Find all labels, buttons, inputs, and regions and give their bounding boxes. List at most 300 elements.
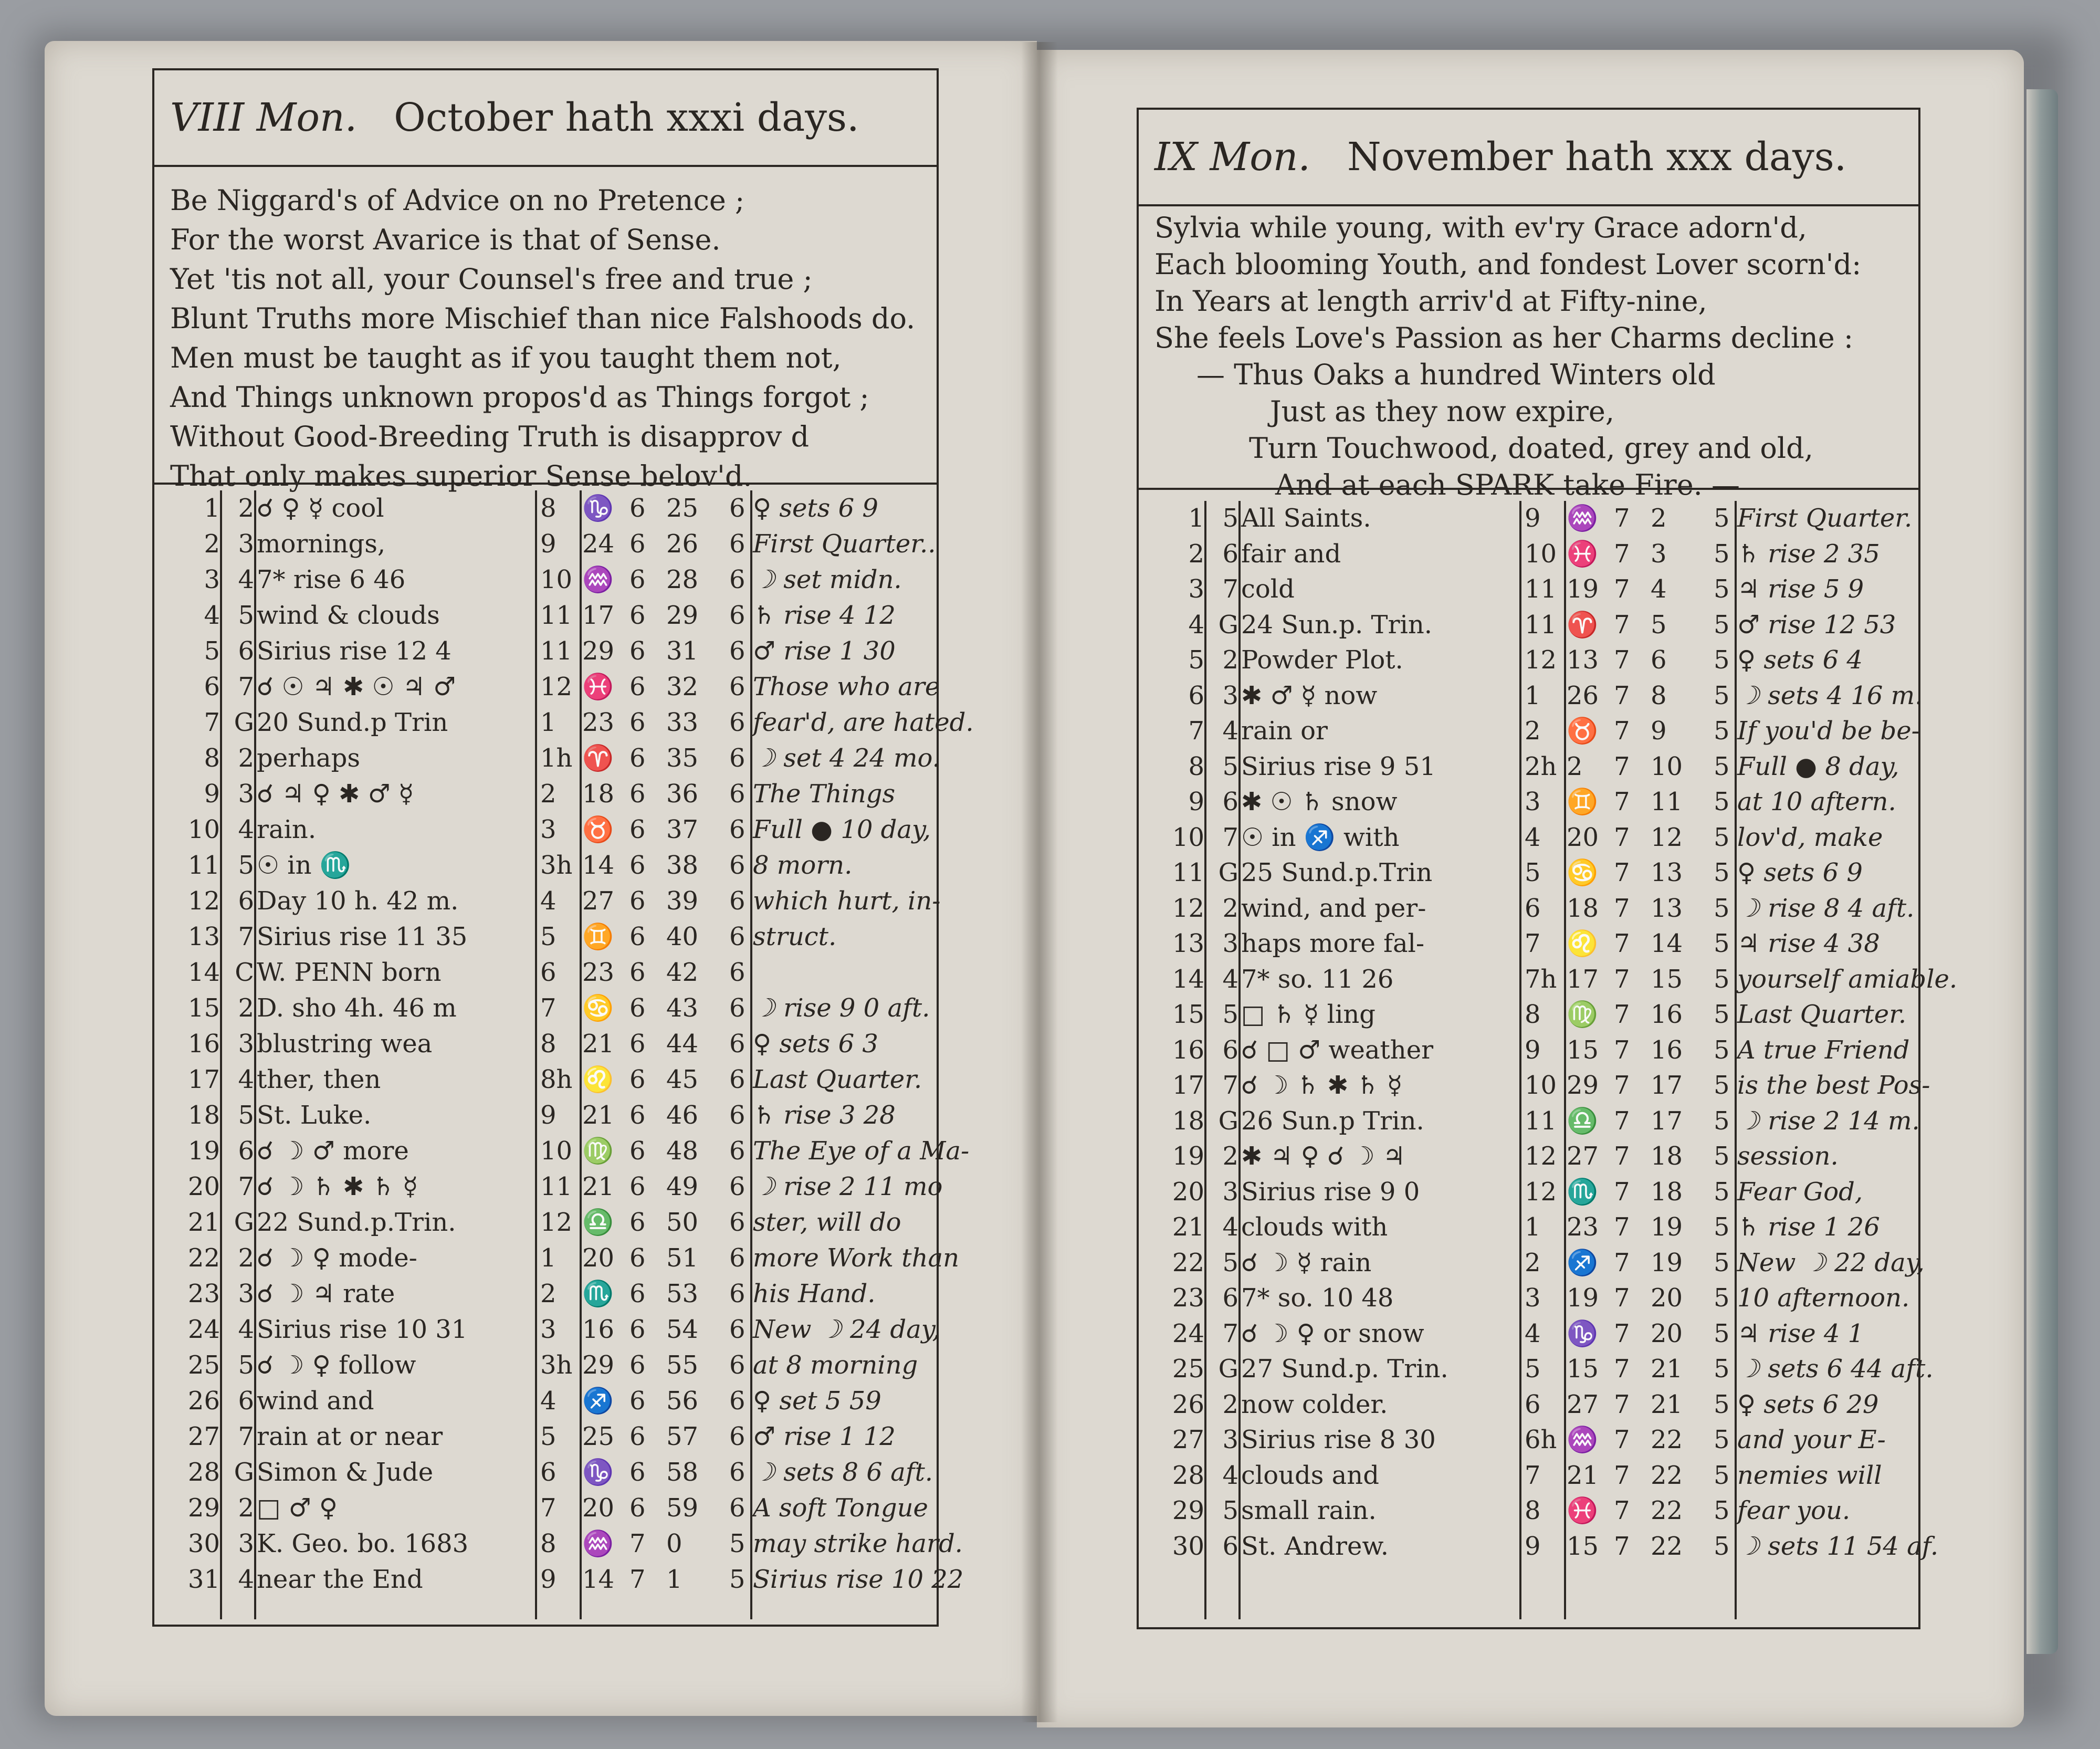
sunrise-minute: 38 xyxy=(666,851,699,880)
notes: ♂ rise 1 12 xyxy=(753,1422,896,1451)
notes: struct. xyxy=(753,922,837,951)
sunrise-hour: 7 xyxy=(1614,1460,1630,1490)
day-of-month: 12 xyxy=(187,886,220,916)
table-row xyxy=(154,1562,964,1597)
sunset-hour: 5 xyxy=(1714,964,1730,994)
notes: First Quarter.. xyxy=(753,529,936,559)
day-of-month: 9 xyxy=(1188,787,1204,816)
day-of-week: 6 xyxy=(1222,1283,1238,1313)
day-of-month: 19 xyxy=(1172,1141,1204,1171)
sunrise-hour: 6 xyxy=(629,1172,646,1201)
day-of-week: 4 xyxy=(1222,1212,1238,1242)
moon-hour: 6 xyxy=(540,958,556,987)
sunrise-minute: 11 xyxy=(1651,787,1683,816)
sunrise-minute: 31 xyxy=(666,636,699,666)
day-of-month: 6 xyxy=(1188,680,1204,710)
sunset-hour: 6 xyxy=(729,1350,746,1380)
sunrise-minute: 16 xyxy=(1651,1000,1683,1029)
moon-sign: ♓ xyxy=(1567,539,1598,569)
day-of-month: 16 xyxy=(1172,1035,1204,1065)
moon-hour: 11 xyxy=(1525,1106,1557,1136)
sunset-hour: 6 xyxy=(729,886,746,916)
sunset-hour: 5 xyxy=(1714,504,1730,533)
notes: ♄ rise 3 28 xyxy=(753,1101,896,1130)
day-of-month: 13 xyxy=(187,922,220,951)
notes: at 8 morning xyxy=(753,1350,918,1380)
aspects-weather: clouds with xyxy=(1241,1212,1388,1242)
sunrise-minute: 20 xyxy=(1651,1318,1683,1348)
sunrise-hour: 6 xyxy=(629,958,646,987)
day-of-week: 2 xyxy=(1222,1389,1238,1419)
sunrise-minute: 19 xyxy=(1651,1248,1683,1277)
day-of-week: 7 xyxy=(1222,822,1238,852)
moon-sign: 20 xyxy=(582,1493,615,1523)
aspects-weather: Sirius rise 8 30 xyxy=(1241,1425,1436,1454)
sunset-hour: 5 xyxy=(1714,716,1730,746)
column-rule xyxy=(1564,501,1566,1619)
day-of-month: 29 xyxy=(187,1493,220,1523)
day-of-week: 6 xyxy=(238,886,254,916)
moon-hour: 3 xyxy=(1525,1283,1541,1313)
moon-hour: 8 xyxy=(1525,1496,1541,1525)
verse-line: Blunt Truths more Mischief than nice Falshoods do. xyxy=(170,302,916,335)
sunset-hour: 6 xyxy=(729,1101,746,1130)
table-row xyxy=(154,1169,943,1205)
day-of-week: 6 xyxy=(238,636,254,666)
sunset-hour: 5 xyxy=(1714,929,1730,958)
moon-sign: 27 xyxy=(1567,1141,1599,1171)
table-row xyxy=(154,1312,940,1347)
sunrise-hour: 6 xyxy=(629,1279,646,1308)
moon-sign: 17 xyxy=(1567,964,1599,994)
moon-hour: 6 xyxy=(1525,1389,1541,1419)
day-of-week: 3 xyxy=(1222,1177,1238,1207)
table-row xyxy=(154,1097,937,1133)
notes: and your E- xyxy=(1737,1425,1886,1454)
aspects-weather: ☌ ☽ ♂ more xyxy=(257,1136,409,1166)
table-row xyxy=(154,1454,937,1490)
moon-sign: 14 xyxy=(582,851,615,880)
moon-sign: 21 xyxy=(582,1029,615,1059)
sunrise-minute: 43 xyxy=(666,993,699,1023)
sunset-hour: 5 xyxy=(1714,1000,1730,1029)
moon-sign: ♎ xyxy=(582,1208,614,1237)
notes: ♂ rise 12 53 xyxy=(1737,610,1896,640)
aspects-weather: ☌ ♃ ♀ ✱ ♂ ☿ xyxy=(257,779,414,809)
aspects-weather: □ ♄ ☿ ling xyxy=(1241,1000,1376,1029)
moon-hour: 2 xyxy=(1525,1248,1541,1277)
sunrise-minute: 28 xyxy=(666,565,699,594)
moon-hour: 6 xyxy=(1525,893,1541,923)
notes: ☽ rise 2 11 mo xyxy=(753,1172,943,1201)
aspects-weather: cold xyxy=(1241,574,1295,604)
moon-sign: 29 xyxy=(582,1350,615,1380)
notes: ♃ rise 4 1 xyxy=(1737,1318,1864,1348)
sunrise-hour: 7 xyxy=(1614,1106,1630,1136)
day-of-month: 21 xyxy=(187,1208,220,1237)
day-of-month: 2 xyxy=(204,529,220,559)
aspects-weather: Sirius rise 12 4 xyxy=(257,636,452,666)
verse-line: Be Niggard's of Advice on no Pretence ; xyxy=(170,184,745,217)
sunset-hour: 5 xyxy=(1714,1496,1730,1525)
verse-line: Yet 'tis not all, your Counsel's free and true ; xyxy=(170,263,813,296)
sunrise-hour: 7 xyxy=(1614,1248,1630,1277)
table-row xyxy=(154,598,937,633)
column-rule xyxy=(580,490,582,1619)
sunrise-hour: 6 xyxy=(629,672,646,701)
table-row xyxy=(154,776,937,812)
day-of-week: 4 xyxy=(1222,716,1238,746)
table-row xyxy=(1139,714,1918,749)
aspects-weather: 7* so. 10 48 xyxy=(1241,1283,1394,1313)
day-of-week: G xyxy=(234,1458,254,1487)
day-of-month: 25 xyxy=(1172,1354,1204,1384)
table-row xyxy=(1139,1529,1939,1565)
day-of-week: 7 xyxy=(1222,1071,1238,1100)
sunset-hour: 6 xyxy=(729,708,746,737)
notes: ♀ sets 6 29 xyxy=(1737,1389,1879,1419)
moon-hour: 8 xyxy=(1525,1000,1541,1029)
sunset-hour: 5 xyxy=(1714,645,1730,675)
sunrise-hour: 7 xyxy=(1614,1035,1630,1065)
sunset-hour: 5 xyxy=(1714,1318,1730,1348)
moon-sign: 19 xyxy=(1567,574,1599,604)
sunrise-hour: 6 xyxy=(629,494,646,523)
sunrise-hour: 7 xyxy=(1614,716,1630,746)
october-calendar xyxy=(152,68,974,1627)
verse-line: Turn Touchwood, doated, grey and old, xyxy=(1249,432,1813,465)
sunset-hour: 5 xyxy=(1714,1531,1730,1561)
sunrise-hour: 7 xyxy=(629,1565,646,1594)
verse-line: And Things unknown propos'd as Things forgot ; xyxy=(170,381,869,414)
aspects-weather: Sirius rise 9 51 xyxy=(1241,751,1436,781)
sunrise-hour: 6 xyxy=(629,1350,646,1380)
sunset-hour: 6 xyxy=(729,1243,746,1273)
sunrise-hour: 7 xyxy=(1614,929,1630,958)
month-number: VIII Mon. xyxy=(170,95,358,140)
moon-sign: ♋ xyxy=(1567,858,1598,887)
sunrise-minute: 22 xyxy=(1651,1460,1683,1490)
sunset-hour: 5 xyxy=(1714,1283,1730,1313)
table-row xyxy=(1139,926,1918,962)
sunset-hour: 6 xyxy=(729,1493,746,1523)
sunrise-hour: 6 xyxy=(629,1422,646,1451)
moon-hour: 8 xyxy=(540,494,556,523)
aspects-weather: haps more fal- xyxy=(1241,929,1425,958)
aspects-weather: 7* so. 11 26 xyxy=(1241,964,1394,994)
notes: may strike hard. xyxy=(753,1529,963,1558)
sunrise-hour: 7 xyxy=(629,1529,646,1558)
sunrise-minute: 17 xyxy=(1651,1071,1683,1100)
sunrise-minute: 2 xyxy=(1651,504,1667,533)
day-of-week: 3 xyxy=(238,779,254,809)
aspects-weather: 24 Sun.p. Trin. xyxy=(1241,610,1433,640)
aspects-weather: small rain. xyxy=(1241,1496,1377,1525)
day-of-week: 2 xyxy=(238,1243,254,1273)
moon-sign: ♋ xyxy=(582,993,614,1023)
notes: session. xyxy=(1737,1141,1839,1171)
aspects-weather: D. sho 4h. 46 m xyxy=(257,993,457,1023)
notes: more Work than xyxy=(753,1243,960,1273)
table-row xyxy=(1139,1493,1918,1529)
moon-hour: 3 xyxy=(540,815,556,844)
moon-hour: 9 xyxy=(540,1101,556,1130)
moon-hour: 3h xyxy=(540,851,573,880)
aspects-weather: 7* rise 6 46 xyxy=(257,565,406,594)
column-rule xyxy=(220,490,222,1619)
day-of-month: 17 xyxy=(1172,1071,1204,1100)
table-row xyxy=(154,955,937,990)
moon-hour: 11 xyxy=(540,1172,573,1201)
day-of-month: 23 xyxy=(187,1279,220,1308)
moon-hour: 5 xyxy=(1525,858,1541,887)
sunrise-hour: 6 xyxy=(629,743,646,773)
sunrise-minute: 44 xyxy=(666,1029,699,1059)
moon-sign: 20 xyxy=(582,1243,615,1273)
moon-sign: 27 xyxy=(582,886,615,916)
table-row xyxy=(154,705,974,740)
day-of-month: 11 xyxy=(187,851,220,880)
sunset-hour: 6 xyxy=(729,636,746,666)
day-of-week: 4 xyxy=(1222,964,1238,994)
moon-hour: 3 xyxy=(540,1315,556,1344)
notes: ☽ sets 6 44 aft. xyxy=(1737,1354,1934,1384)
moon-sign: 23 xyxy=(582,958,615,987)
sunset-hour: 6 xyxy=(729,1279,746,1308)
table-row xyxy=(1139,1033,1918,1069)
sunset-hour: 5 xyxy=(1714,680,1730,710)
notes: Last Quarter. xyxy=(753,1065,922,1094)
sunset-hour: 6 xyxy=(729,601,746,630)
moon-sign: 21 xyxy=(582,1101,615,1130)
day-of-week: G xyxy=(1218,1354,1238,1384)
notes: ♃ rise 4 38 xyxy=(1737,929,1880,958)
column-rule xyxy=(1735,501,1737,1619)
notes: First Quarter. xyxy=(1737,504,1913,533)
moon-sign: 29 xyxy=(1567,1071,1599,1100)
sunrise-minute: 25 xyxy=(666,494,699,523)
aspects-weather: ☉ in ♏ xyxy=(257,851,351,880)
moon-sign: ♉ xyxy=(1567,716,1598,746)
sunrise-hour: 6 xyxy=(629,1101,646,1130)
moon-sign: ♒ xyxy=(1567,504,1598,533)
aspects-weather: fair and xyxy=(1241,539,1341,569)
sunrise-minute: 32 xyxy=(666,672,699,701)
sunrise-minute: 5 xyxy=(1651,610,1667,640)
aspects-weather: ☌ ☽ ♄ ✱ ♄ ☿ xyxy=(257,1172,418,1201)
sunset-hour: 6 xyxy=(729,1136,746,1166)
sunset-hour: 6 xyxy=(729,1386,746,1416)
moon-hour: 8 xyxy=(540,1529,556,1558)
moon-sign: 21 xyxy=(1567,1460,1599,1490)
sunrise-hour: 7 xyxy=(1614,787,1630,816)
moon-sign: ♏ xyxy=(1567,1177,1598,1207)
table-row xyxy=(154,990,937,1026)
sunrise-hour: 7 xyxy=(1614,504,1630,533)
sunset-hour: 6 xyxy=(729,958,746,987)
table-row xyxy=(154,526,937,562)
sunrise-minute: 9 xyxy=(1651,716,1667,746)
day-of-week: 4 xyxy=(238,1565,254,1594)
sunrise-hour: 6 xyxy=(629,565,646,594)
notes: fear'd, are hated. xyxy=(753,708,974,737)
moon-sign: 15 xyxy=(1567,1354,1599,1384)
sunrise-minute: 0 xyxy=(666,1529,682,1558)
aspects-weather: perhaps xyxy=(257,743,360,773)
sunrise-hour: 6 xyxy=(629,529,646,559)
moon-sign: ♈ xyxy=(582,743,614,773)
notes: ♀ set 5 59 xyxy=(753,1386,881,1416)
day-of-week: 7 xyxy=(1222,1318,1238,1348)
sunrise-minute: 58 xyxy=(666,1458,699,1487)
day-of-month: 28 xyxy=(1172,1460,1204,1490)
sunset-hour: 5 xyxy=(1714,1106,1730,1136)
sunset-hour: 5 xyxy=(1714,1248,1730,1277)
sunrise-hour: 7 xyxy=(1614,893,1630,923)
table-row xyxy=(1139,855,1918,891)
notes: nemies will xyxy=(1737,1460,1882,1490)
day-of-week: 5 xyxy=(238,851,254,880)
verse-line: She feels Love's Passion as her Charms decline : xyxy=(1154,321,1854,354)
aspects-weather: ✱ ♃ ♀ ☌ ☽ ♃ xyxy=(1241,1141,1405,1171)
sunrise-hour: 6 xyxy=(629,886,646,916)
table-row xyxy=(1139,678,1923,714)
day-of-week: 2 xyxy=(1222,893,1238,923)
notes: New ☽ 22 day, xyxy=(1737,1248,1925,1277)
moon-hour: 10 xyxy=(540,1136,573,1166)
aspects-weather: mornings, xyxy=(257,529,386,559)
sunrise-hour: 6 xyxy=(629,1458,646,1487)
verse-line: Each blooming Youth, and fondest Lover scorn'd: xyxy=(1154,248,1862,281)
verse-line: — Thus Oaks a hundred Winters old xyxy=(1196,358,1716,391)
aspects-weather: ☌ ☽ ♃ rate xyxy=(257,1279,395,1308)
notes: If you'd be be- xyxy=(1737,716,1920,746)
aspects-weather: 20 Sund.p Trin xyxy=(257,708,448,737)
sunrise-hour: 6 xyxy=(629,779,646,809)
notes: is the best Pos- xyxy=(1737,1071,1930,1100)
moon-sign: 29 xyxy=(582,636,615,666)
moon-sign: 20 xyxy=(1567,822,1599,852)
notes: ster, will do xyxy=(753,1208,901,1237)
sunset-hour: 6 xyxy=(729,529,746,559)
day-of-week: 5 xyxy=(238,601,254,630)
aspects-weather: W. PENN born xyxy=(257,958,442,987)
notes: at 10 aftern. xyxy=(1737,787,1896,816)
aspects-weather: near the End xyxy=(257,1565,423,1594)
day-of-month: 21 xyxy=(1172,1212,1204,1242)
aspects-weather: ☌ ♀ ☿ cool xyxy=(257,494,384,523)
sunrise-hour: 6 xyxy=(629,851,646,880)
day-of-month: 31 xyxy=(187,1565,220,1594)
sunrise-hour: 7 xyxy=(1614,964,1630,994)
moon-sign: 18 xyxy=(582,779,615,809)
moon-hour: 1h xyxy=(540,743,573,773)
moon-hour: 12 xyxy=(540,1208,573,1237)
day-of-week: 7 xyxy=(238,672,254,701)
table-row xyxy=(1139,501,1918,537)
day-of-month: 20 xyxy=(1172,1177,1204,1207)
day-of-month: 8 xyxy=(204,743,220,773)
sunrise-minute: 40 xyxy=(666,922,699,951)
table-row xyxy=(154,1490,937,1526)
day-of-week: 3 xyxy=(238,1279,254,1308)
sunrise-minute: 59 xyxy=(666,1493,699,1523)
aspects-weather: wind, and per- xyxy=(1241,893,1426,923)
moon-hour: 1 xyxy=(1525,680,1541,710)
table-row xyxy=(1139,749,1918,785)
moon-sign: 16 xyxy=(582,1315,615,1344)
moon-hour: 7 xyxy=(540,1493,556,1523)
aspects-weather: ☌ ☽ ♀ or snow xyxy=(1241,1318,1424,1348)
moon-hour: 11 xyxy=(540,601,573,630)
table-row xyxy=(154,562,937,598)
day-of-month: 26 xyxy=(1172,1389,1204,1419)
notes: The Things xyxy=(753,779,896,809)
aspects-weather: All Saints. xyxy=(1241,504,1371,533)
table-row xyxy=(1139,572,1918,608)
moon-sign: ♓ xyxy=(1567,1496,1598,1525)
column-rule xyxy=(1519,501,1521,1619)
aspects-weather: Simon & Jude xyxy=(257,1458,434,1487)
sunrise-minute: 42 xyxy=(666,958,699,987)
sunrise-hour: 6 xyxy=(629,922,646,951)
table-row xyxy=(154,490,937,526)
day-of-week: 6 xyxy=(1222,539,1238,569)
table-row xyxy=(154,740,940,776)
table-row xyxy=(154,1026,937,1062)
sunset-hour: 6 xyxy=(729,922,746,951)
moon-sign: 21 xyxy=(582,1172,615,1201)
day-of-month: 12 xyxy=(1172,893,1204,923)
moon-sign: ♎ xyxy=(1567,1106,1598,1136)
aspects-weather: rain. xyxy=(257,815,317,844)
sunrise-minute: 26 xyxy=(666,529,699,559)
sunrise-minute: 33 xyxy=(666,708,699,737)
moon-sign: ♑ xyxy=(582,494,614,523)
sunset-hour: 6 xyxy=(729,1422,746,1451)
sunset-hour: 5 xyxy=(1714,858,1730,887)
sunrise-hour: 7 xyxy=(1614,1425,1630,1454)
sunrise-hour: 7 xyxy=(1614,1531,1630,1561)
sunrise-minute: 56 xyxy=(666,1386,699,1416)
day-of-week: 5 xyxy=(238,1101,254,1130)
sunrise-hour: 7 xyxy=(1614,1389,1630,1419)
table-row xyxy=(1139,997,1918,1033)
aspects-weather: ☌ ☽ ♄ ✱ ♄ ☿ xyxy=(1241,1071,1403,1100)
notes: Full ● 10 day, xyxy=(753,815,931,844)
table-row xyxy=(154,812,937,847)
day-of-month: 5 xyxy=(204,636,220,666)
aspects-weather: ther, then xyxy=(257,1065,381,1094)
day-of-week: 2 xyxy=(238,993,254,1023)
moon-hour: 10 xyxy=(1525,539,1557,569)
day-of-week: 3 xyxy=(1222,680,1238,710)
day-of-week: 5 xyxy=(1222,751,1238,781)
verse-line: That only makes superior Sense belov'd. xyxy=(170,459,752,493)
sunrise-minute: 50 xyxy=(666,1208,699,1237)
sunrise-hour: 6 xyxy=(629,1315,646,1344)
notes: ♄ rise 2 35 xyxy=(1737,539,1880,569)
moon-hour: 2 xyxy=(540,779,556,809)
day-of-week: 3 xyxy=(238,529,254,559)
sunset-hour: 6 xyxy=(729,815,746,844)
day-of-month: 17 xyxy=(187,1065,220,1094)
moon-hour: 6h xyxy=(1525,1425,1557,1454)
aspects-weather: Sirius rise 9 0 xyxy=(1241,1177,1420,1207)
sunrise-minute: 6 xyxy=(1651,645,1667,675)
table-row xyxy=(154,1526,963,1562)
day-of-month: 14 xyxy=(1172,964,1204,994)
